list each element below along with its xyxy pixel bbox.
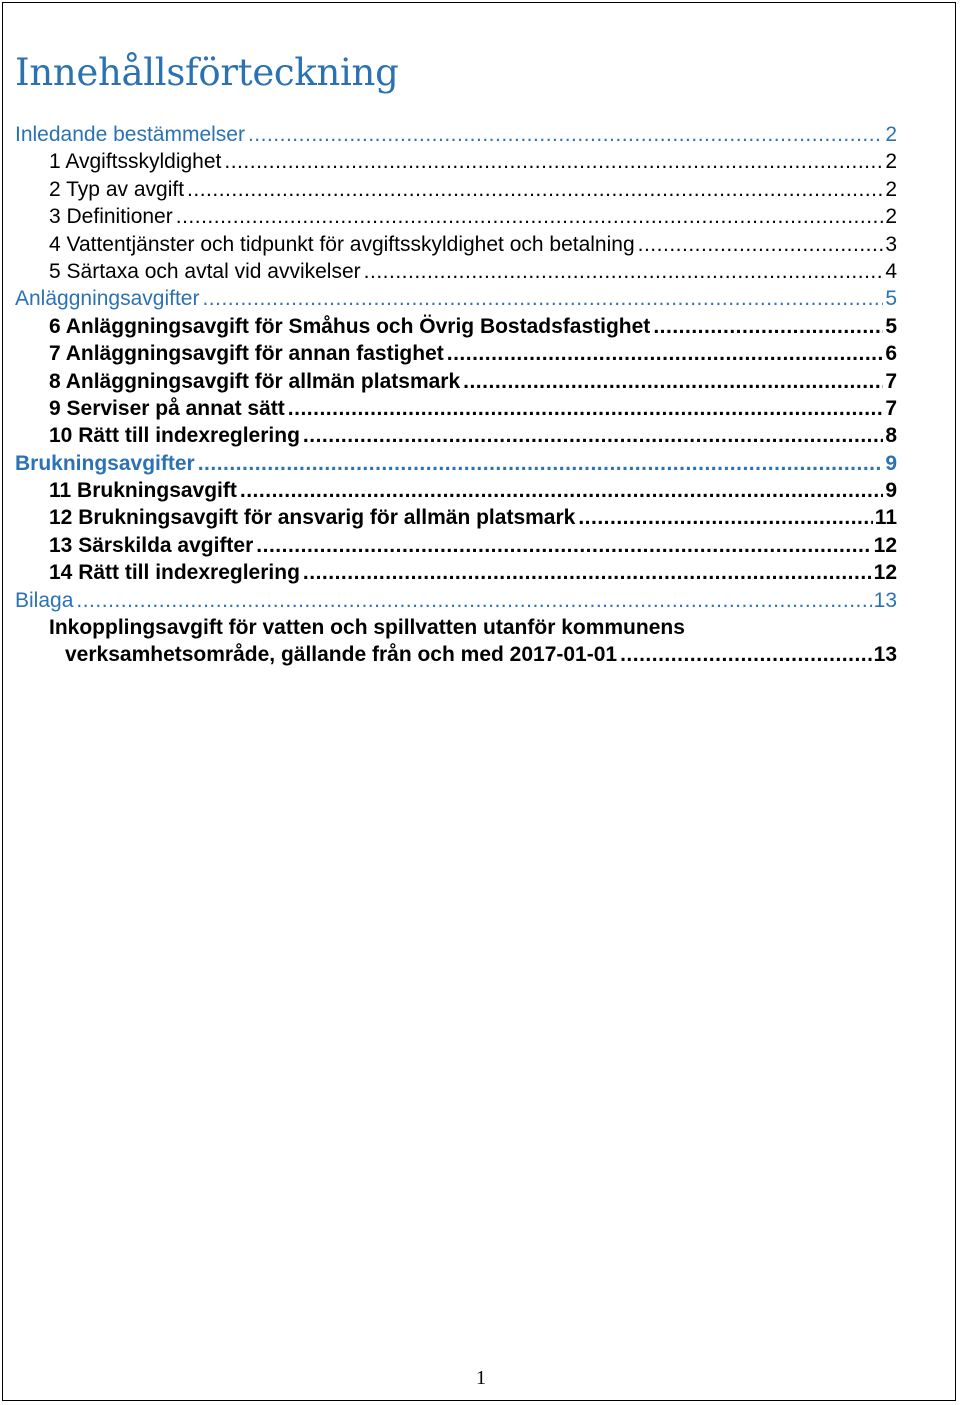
toc-dot-leader bbox=[620, 641, 872, 668]
toc-entry-page-number: 7 bbox=[885, 396, 897, 420]
toc-dot-leader bbox=[176, 203, 884, 230]
toc-dot-leader bbox=[248, 121, 883, 148]
toc-subsection-entry[interactable] bbox=[15, 614, 897, 669]
toc-entry-label: 5 Särtaxa och avtal vid avvikelser bbox=[49, 259, 361, 283]
toc-subsection-entry[interactable] bbox=[15, 477, 897, 504]
toc-entry-label-line2: verksamhetsområde, gällande från och med 2017-01-01 bbox=[65, 643, 618, 667]
toc-subsection-entry[interactable] bbox=[15, 532, 897, 559]
toc-entry-label: Inledande bestämmelser bbox=[15, 122, 245, 146]
toc-section-entry[interactable] bbox=[15, 285, 897, 312]
toc-dot-leader bbox=[447, 340, 884, 367]
toc-entry-page-number: 13 bbox=[873, 588, 897, 612]
toc-entry-page-number: 8 bbox=[885, 424, 897, 448]
toc-dot-leader bbox=[303, 559, 872, 586]
toc-entry-label: 8 Anläggningsavgift för allmän platsmark bbox=[49, 369, 461, 393]
toc-entry-label: 3 Definitioner bbox=[49, 205, 173, 229]
toc-entry-label: Brukningsavgifter bbox=[15, 451, 195, 475]
toc-subsection-entry[interactable] bbox=[15, 395, 897, 422]
toc-entry-label: 9 Serviser på annat sätt bbox=[49, 396, 285, 420]
toc-subsection-entry[interactable] bbox=[15, 258, 897, 285]
toc-dot-leader bbox=[240, 477, 883, 504]
toc-subsection-entry[interactable] bbox=[15, 422, 897, 449]
toc-entry-page-number: 2 bbox=[885, 177, 897, 201]
toc-dot-leader bbox=[224, 148, 883, 175]
toc-entry-page-number: 2 bbox=[885, 150, 897, 174]
toc-dot-leader bbox=[364, 258, 884, 285]
toc-entry-label: 12 Brukningsavgift för ansvarig för allmän platsmark bbox=[49, 506, 576, 530]
toc-dot-leader bbox=[638, 231, 884, 258]
toc-entry-label: 2 Typ av avgift bbox=[49, 177, 185, 201]
toc-entry-label: 4 Vattentjänster och tidpunkt för avgiftsskyldighet och betalning bbox=[49, 232, 635, 256]
toc-entry-page-number: 9 bbox=[885, 451, 897, 475]
document-page bbox=[2, 2, 956, 1401]
toc-section-entry[interactable] bbox=[15, 587, 897, 614]
toc-entry-page-number: 6 bbox=[885, 342, 897, 366]
toc-entry-label: Bilaga bbox=[15, 588, 74, 612]
toc-subsection-entry[interactable] bbox=[15, 340, 897, 367]
toc-subsection-entry[interactable] bbox=[15, 559, 897, 586]
toc-entry-page-number: 7 bbox=[885, 369, 897, 393]
toc-section-entry[interactable] bbox=[15, 450, 897, 477]
toc-dot-leader bbox=[187, 176, 883, 203]
toc-dot-leader bbox=[463, 368, 883, 395]
toc-entry-page-number: 5 bbox=[885, 287, 897, 311]
toc-dot-leader bbox=[578, 504, 872, 531]
toc-entry-page-number: 9 bbox=[885, 479, 897, 503]
toc-subsection-entry[interactable] bbox=[15, 176, 897, 203]
toc-entry-page-number: 4 bbox=[885, 259, 897, 283]
toc-dot-leader bbox=[202, 285, 883, 312]
page-number: 1 bbox=[476, 1367, 486, 1389]
toc-entry-page-number: 3 bbox=[885, 232, 897, 256]
toc-entry-page-number: 2 bbox=[885, 205, 897, 229]
toc-list bbox=[15, 121, 897, 669]
toc-entry-page-number: 2 bbox=[885, 122, 897, 146]
toc-subsection-entry[interactable] bbox=[15, 148, 897, 175]
toc-subsection-entry[interactable] bbox=[15, 368, 897, 395]
toc-dot-leader bbox=[288, 395, 884, 422]
toc-section-entry[interactable] bbox=[15, 121, 897, 148]
toc-entry-label: 10 Rätt till indexreglering bbox=[49, 424, 300, 448]
toc-dot-leader bbox=[303, 422, 883, 449]
toc-subsection-entry[interactable] bbox=[15, 313, 897, 340]
toc-dot-leader bbox=[76, 587, 871, 614]
toc-subsection-entry[interactable] bbox=[15, 504, 897, 531]
toc-entry-page-number: 13 bbox=[873, 643, 897, 667]
toc-entry-label-line1: Inkopplingsavgift för vatten och spillvatten utanför kommunens bbox=[49, 616, 685, 640]
toc-entry-label: 14 Rätt till indexreglering bbox=[49, 561, 300, 585]
toc-entry-label: 1 Avgiftsskyldighet bbox=[49, 150, 222, 174]
toc-entry-page-number: 12 bbox=[873, 533, 897, 557]
toc-entry-label: 6 Anläggningsavgift för Småhus och Övrig Bostadsfastighet bbox=[49, 314, 651, 338]
toc-entry-page-number: 12 bbox=[873, 561, 897, 585]
toc-subsection-entry[interactable] bbox=[15, 231, 897, 258]
toc-subsection-entry[interactable] bbox=[15, 203, 897, 230]
toc-entry-label-line2-row bbox=[49, 641, 897, 668]
toc-entry-label: 11 Brukningsavgift bbox=[49, 479, 237, 503]
toc-entry-page-number: 5 bbox=[885, 314, 897, 338]
toc-dot-leader bbox=[198, 450, 884, 477]
toc-dot-leader bbox=[256, 532, 871, 559]
toc-entry-label: 13 Särskilda avgifter bbox=[49, 533, 254, 557]
toc-entry-page-number: 11 bbox=[874, 506, 897, 530]
toc-entry-label: 7 Anläggningsavgift för annan fastighet bbox=[49, 342, 444, 366]
toc-entry-label: Anläggningsavgifter bbox=[15, 287, 200, 311]
toc-dot-leader bbox=[653, 313, 883, 340]
toc-title: Innehållsförteckning bbox=[15, 51, 399, 94]
